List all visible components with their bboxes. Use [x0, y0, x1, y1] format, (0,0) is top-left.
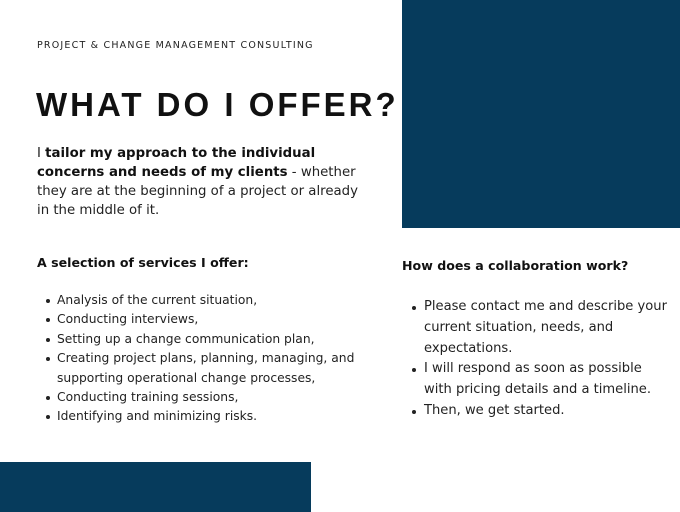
service-item: Setting up a change communication plan, [57, 330, 372, 349]
collaboration-heading: How does a collaboration work? [402, 258, 629, 273]
service-item: Analysis of the current situation, [57, 291, 372, 310]
service-item: Identifying and minimizing risks. [57, 407, 372, 426]
decorative-navy-block-bottom [0, 462, 311, 512]
eyebrow-subtitle: PROJECT & CHANGE MANAGEMENT CONSULTING [37, 40, 314, 51]
intro-emphasis: tailor my approach to the individual concerns and needs of my clients [37, 146, 316, 180]
collaboration-step: Then, we get started. [424, 401, 669, 422]
services-heading: A selection of services I offer: [37, 255, 249, 270]
collaboration-step: Please contact me and describe your current situation, needs, and expectations. [424, 297, 669, 359]
page-title: WHAT DO I OFFER? [36, 86, 399, 123]
intro-paragraph [37, 144, 367, 220]
intro-prefix: I [37, 146, 46, 161]
intro-rest: - whether they are at the beginning of a project or already in the middle of it. [37, 165, 358, 218]
collaboration-step: I will respond as soon as possible with pricing details and a timeline. [424, 359, 669, 401]
collaboration-list [424, 297, 669, 422]
service-item: Creating project plans, planning, managing, and supporting operational change processes, [57, 349, 372, 388]
service-item: Conducting training sessions, [57, 388, 372, 407]
services-list [57, 291, 372, 427]
service-item: Conducting interviews, [57, 310, 372, 329]
decorative-navy-block-top [402, 0, 680, 228]
